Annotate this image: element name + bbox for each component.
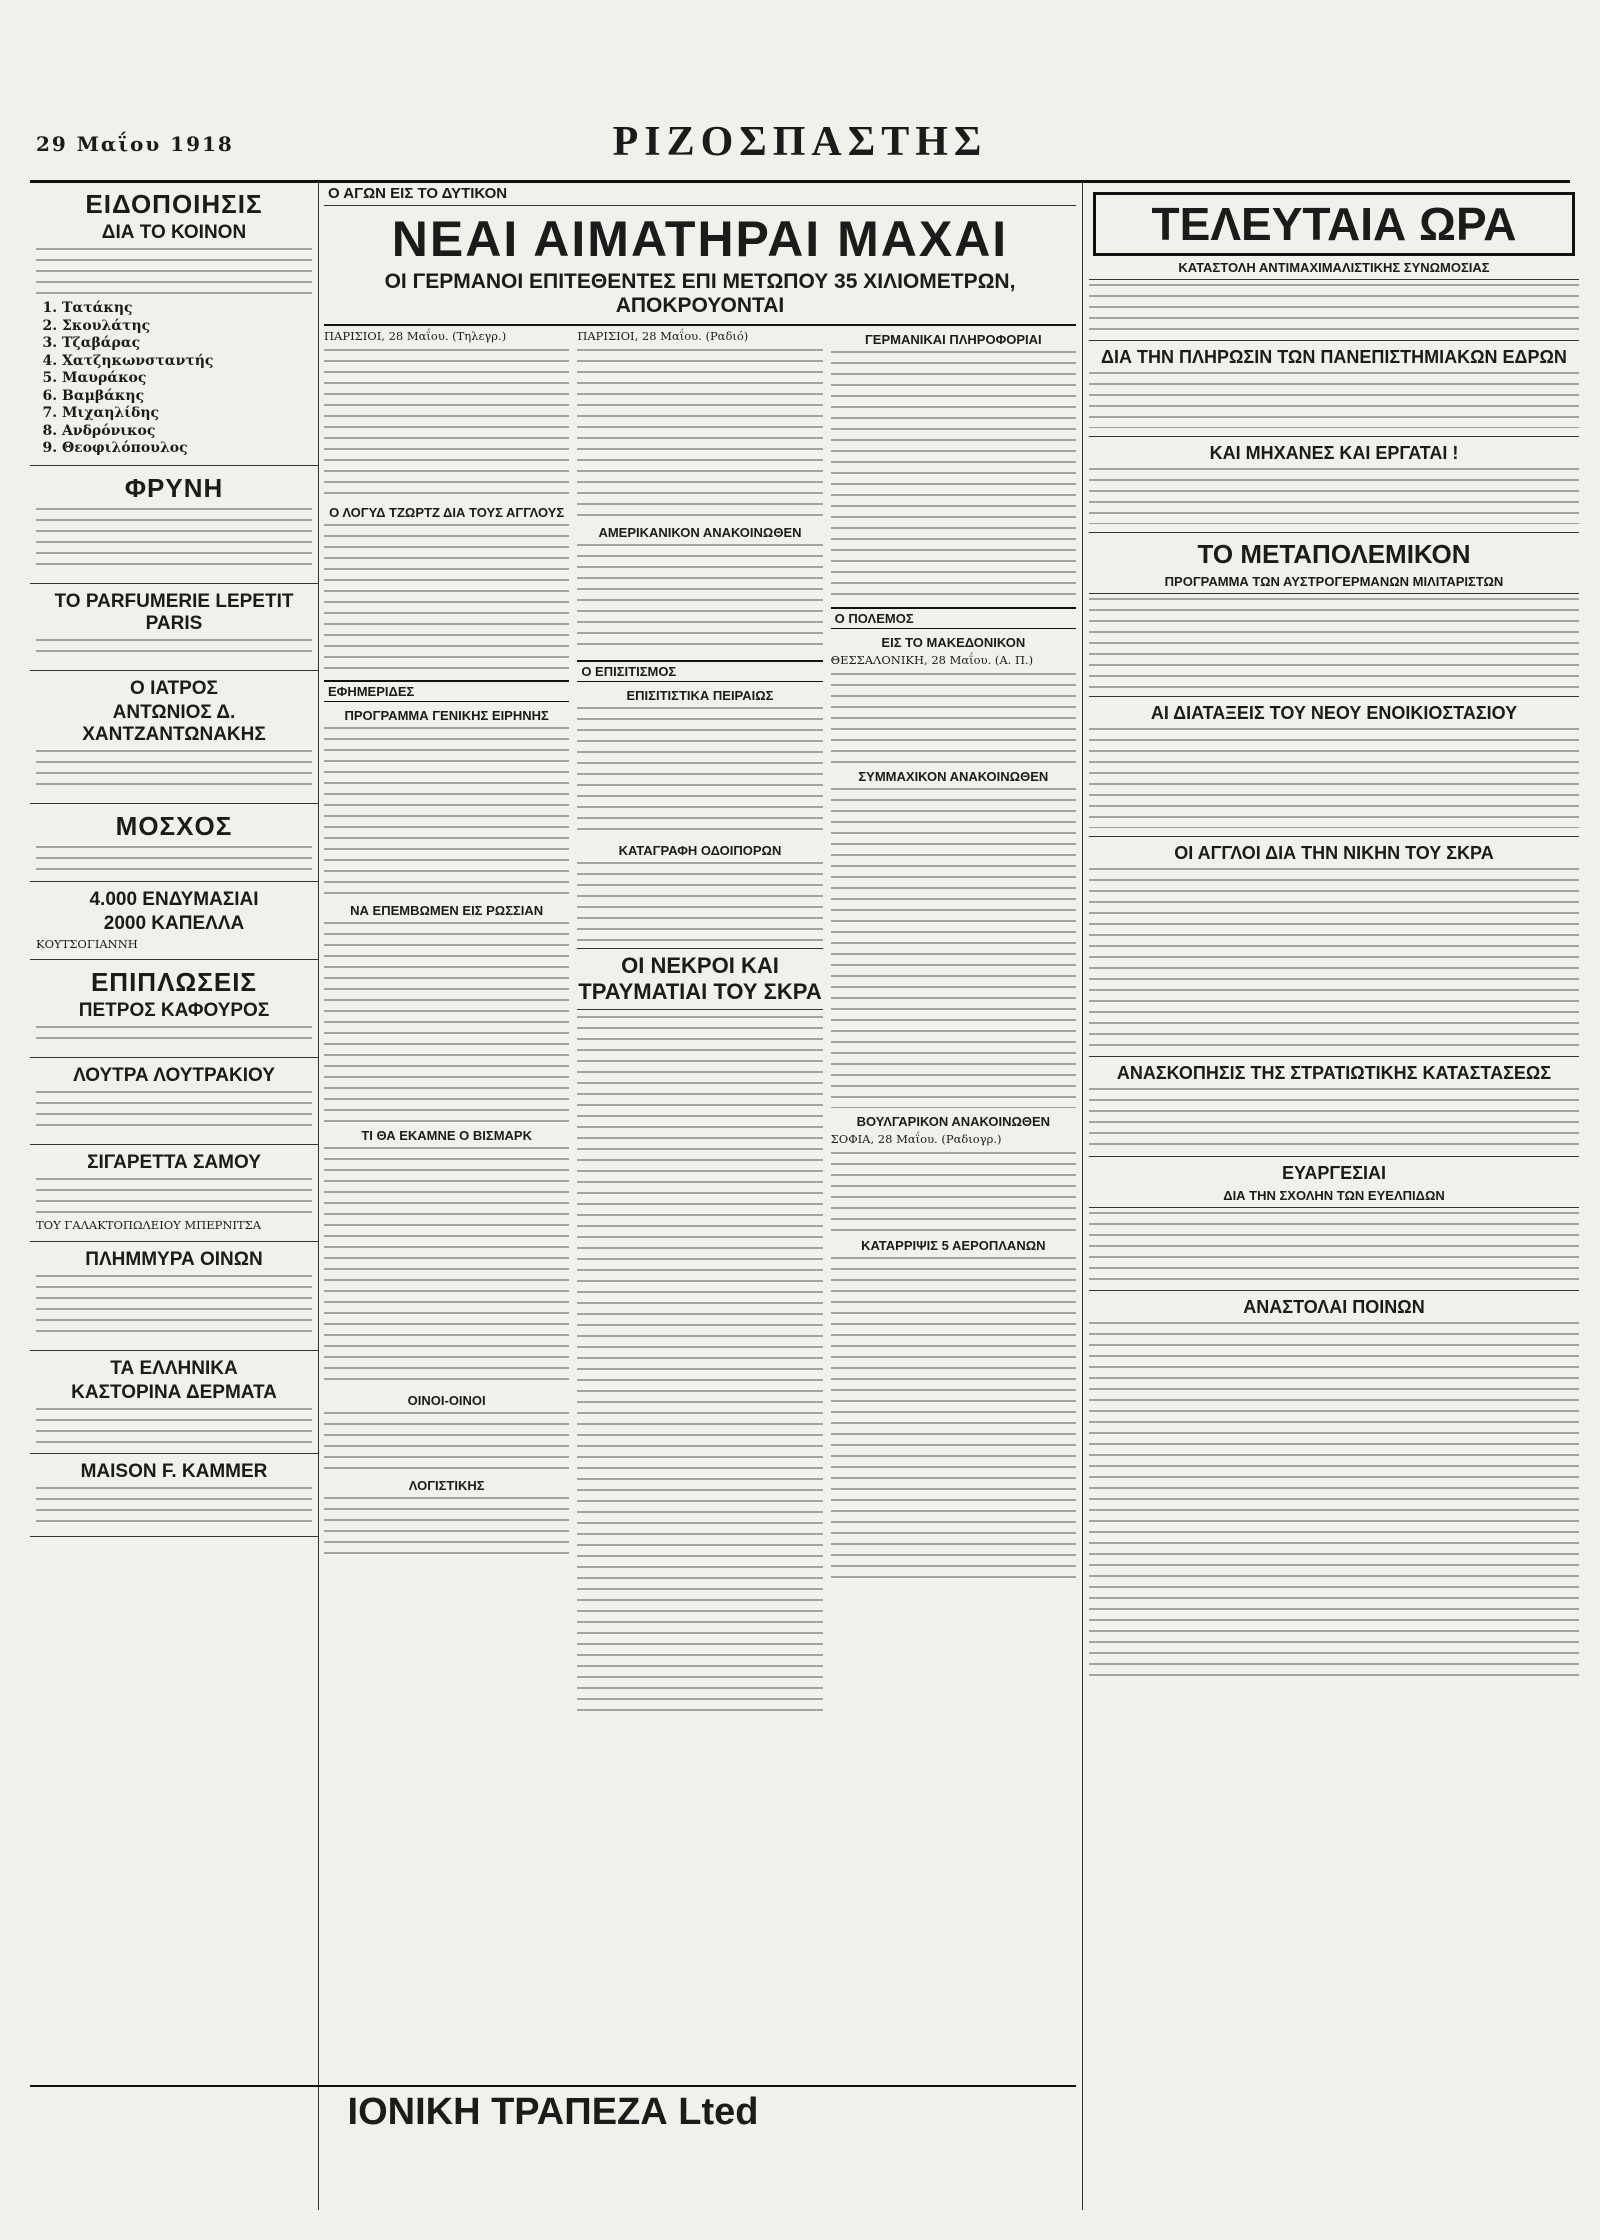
ad-title: ΠΛΗΜΜΥΡΑ ΟΙΝΩΝ — [85, 1248, 263, 1270]
dateline: ΠΑΡΙΣΙΟΙ, 28 Μαΐου. (Τηλεγρ.) — [324, 329, 507, 343]
list-item: 5. Μαυράκος — [62, 370, 312, 388]
article-subheading: ΚΑΤΑΡΡΙΨΙΣ 5 ΑΕΡΟΠΛΑΝΩΝ — [861, 1237, 1046, 1253]
text-block — [1089, 868, 1579, 1048]
article-subheading: ΕΠΙΣΙΤΙΣΤΙΚΑ ΠΕΙΡΑΙΩΣ — [626, 687, 774, 703]
ad-block — [30, 960, 318, 1058]
ad-title: ΤΟ PARFUMERIE LEPETIT PARIS — [54, 590, 294, 634]
text-block — [324, 524, 569, 674]
article-subheading: ΕΙΣ ΤΟ ΜΑΚΕΔΟΝΙΚΟΝ — [881, 635, 1026, 650]
article-heading: ΑΝΑΣΚΟΠΗΣΙΣ ΤΗΣ ΣΤΡΑΤΙΩΤΙΚΗΣ ΚΑΤΑΣΤΑΣΕΩΣ — [1089, 1056, 1579, 1084]
notice-ad — [30, 182, 318, 466]
text-block — [36, 639, 312, 661]
ad-title: ΣΙΓΑΡΕΤΤΑ ΣΑΜΟΥ — [87, 1152, 261, 1174]
doctor-name: ΑΝΤΩΝΙΟΣ Δ. ΧΑΝΤΖΑΝΤΩΝΑΚΗΣ — [82, 701, 266, 745]
newspaper-name: ΡΙΖΟΣΠΑΣΤΗΣ — [612, 119, 988, 165]
article-col — [324, 326, 569, 1720]
text-block — [1089, 1088, 1579, 1148]
masthead-bar — [30, 118, 1570, 183]
article-heading: ΚΑΙ ΜΗΧΑΝΕΣ ΚΑΙ ΕΡΓΑΤΑΙ ! — [1089, 436, 1579, 464]
ad-title: ΕΠΙΠΛΩΣΕΙΣ — [90, 967, 258, 998]
text-block — [831, 788, 1076, 1108]
article-columns — [324, 326, 1076, 1720]
dateline: ΠΑΡΙΣΙΟΙ, 28 Μαΐου. (Ραδιό) — [577, 329, 749, 343]
list-item: 4. Χατζηκωνσταντής — [62, 353, 312, 371]
article-subheading: ΤΙ ΘΑ ΕΚΑΜΝΕ Ο ΒΙΣΜΑΡΚ — [361, 1127, 532, 1143]
dateline: ΘΕΣΣΑΛΟΝΙΚΗ, 28 Μαΐου. (Α. Π.) — [830, 653, 1034, 667]
article-heading: ΔΙΑ ΤΗΝ ΠΛΗΡΩΣΙΝ ΤΩΝ ΠΑΝΕΠΙΣΤΗΜΙΑΚΩΝ ΕΔΡΩΝ — [1089, 340, 1579, 368]
ad-title: ΜΟΣΧΟΣ — [115, 810, 233, 841]
article-subheading: ΠΡΟΓΡΑΜΜΑ ΓΕΝΙΚΗΣ ΕΙΡΗΝΗΣ — [344, 707, 549, 723]
text-block — [831, 1152, 1076, 1232]
text-block — [36, 1026, 312, 1048]
ad-block — [30, 584, 318, 671]
main-news-column — [324, 182, 1076, 2210]
list-item: 6. Βαμβάκης — [62, 388, 312, 406]
ad-block — [30, 1145, 318, 1242]
text-block — [36, 1178, 312, 1214]
text-block — [324, 922, 569, 1122]
ad-title: ΠΕΤΡΟΣ ΚΑΦΟΥΡΟΣ — [78, 1000, 270, 1022]
notice-list — [62, 300, 312, 458]
list-item: 9. Θεοφιλόπουλος — [62, 440, 312, 458]
article-heading: ΤΟ ΜΕΤΑΠΟΛΕΜΙΚΟΝ — [1089, 532, 1579, 570]
ads-column — [30, 182, 319, 2210]
main-subheadline: ΟΙ ΓΕΡΜΑΝΟΙ ΕΠΙΤΕΘΕΝΤΕΣ ΕΠΙ ΜΕΤΩΠΟΥ 35 ΧΙΛΙΟΜΕΤΡΩΝ, ΑΠΟΚΡΟΥΟΝΤΑΙ — [324, 270, 1076, 326]
ad-title: 4.000 ΕΝΔΥΜΑΣΙΑΙ — [89, 888, 259, 910]
section-heading: Ο ΠΟΛΕΜΟΣ — [831, 607, 1076, 629]
article-subheading: ΒΟΥΛΓΑΡΙΚΟΝ ΑΝΑΚΟΙΝΩΘΕΝ — [856, 1113, 1051, 1129]
article-heading: ΕΥΑΡΓΕΣΙΑΙ — [1089, 1156, 1579, 1184]
text-block — [1089, 598, 1579, 688]
article-heading: ΑΙ ΔΙΑΤΑΞΕΙΣ ΤΟΥ ΝΕΟΥ ΕΝΟΙΚΙΟΣΤΑΣΙΟΥ — [1089, 696, 1579, 724]
main-headline: ΝΕΑΙ ΑΙΜΑΤΗΡΑΙ ΜΑΧΑΙ — [391, 211, 1009, 267]
ad-block — [30, 804, 318, 882]
text-block — [1089, 372, 1579, 428]
text-block — [36, 1408, 312, 1444]
text-block — [577, 349, 822, 519]
text-block — [831, 1257, 1076, 1587]
ad-block — [30, 466, 318, 584]
article-subheading: ΝΑ ΕΠΕΜΒΩΜΕΝ ΕΙΣ ΡΩΣΣΙΑΝ — [350, 902, 544, 918]
last-hour-column — [1082, 182, 1579, 2210]
article-subheading: ΚΑΤΑΣΤΟΛΗ ΑΝΤΙΜΑΧΙΜΑΛΙΣΤΙΚΗΣ ΣΥΝΩΜΟΣΙΑΣ — [1089, 260, 1579, 280]
section-kicker: Ο ΑΓΩΝ ΕΙΣ ΤΟ ΔΥΤΙΚΟΝ — [324, 182, 1076, 206]
last-hour-title: ΤΕΛΕΥΤΑΙΑ ΩΡΑ — [1093, 192, 1575, 256]
ad-block — [30, 1454, 318, 1537]
ad-block — [30, 1351, 318, 1454]
text-block — [577, 862, 822, 942]
ad-block — [30, 1242, 318, 1351]
article-subheading: ΔΙΑ ΤΗΝ ΣΧΟΛΗΝ ΤΩΝ ΕΥΕΛΠΙΔΩΝ — [1089, 1188, 1579, 1208]
ad-text: ΤΟΥ ΓΑΛΑΚΤΟΠΩΛΕΙΟΥ ΜΠΕΡΝΙΤΣΑ — [36, 1218, 262, 1233]
text-block — [36, 846, 312, 872]
text-block — [831, 351, 1076, 601]
article-subheading: ΠΡΟΓΡΑΜΜΑ ΤΩΝ ΑΥΣΤΡΟΓΕΡΜΑΝΩΝ ΜΙΛΙΤΑΡΙΣΤΩΝ — [1089, 574, 1579, 594]
text-block — [577, 707, 822, 837]
article-subheading: ΟΙΝΟΙ-ΟΙΝΟΙ — [407, 1392, 486, 1408]
text-block — [324, 727, 569, 897]
ad-title: MAISON F. KAMMER — [80, 1460, 268, 1482]
ad-block — [30, 671, 318, 804]
text-block — [577, 544, 822, 654]
text-block — [831, 673, 1076, 763]
ad-title: ΚΑΣΤΟΡΙΝΑ ΔΕΡΜΑΤΑ — [71, 1381, 277, 1403]
text-block — [324, 1412, 569, 1472]
text-block — [36, 1091, 312, 1135]
list-item: 3. Τζαβάρας — [62, 335, 312, 353]
notice-title: ΕΙΔΟΠΟΙΗΣΙΣ — [85, 189, 263, 219]
list-item: 1. Τατάκης — [62, 300, 312, 318]
text-block — [36, 1487, 312, 1527]
article-subheading: Ο ΛΟΓΥΔ ΤΖΩΡΤΖ ΔΙΑ ΤΟΥΣ ΑΓΓΛΟΥΣ — [329, 504, 565, 520]
ad-title: Ο ΙΑΤΡΟΣ — [130, 677, 218, 699]
text-block — [36, 508, 312, 574]
ad-block — [30, 882, 318, 961]
bank-advert-title: ΙΟΝΙΚΗ ΤΡΑΠΕΖΑ Lted — [30, 2085, 1076, 2134]
text-block — [1089, 468, 1579, 524]
text-block — [324, 1497, 569, 1557]
text-block — [1089, 284, 1579, 332]
article-heading: ΑΝΑΣΤΟΛΑΙ ΠΟΙΝΩΝ — [1089, 1290, 1579, 1318]
ad-title: ΦΡΥΝΗ — [124, 472, 224, 503]
list-item: 7. Μιχαηλίδης — [62, 405, 312, 423]
article-col — [577, 326, 822, 1720]
article-subheading: ΓΕΡΜΑΝΙΚΑΙ ΠΛΗΡΟΦΟΡΙΑΙ — [864, 332, 1042, 347]
article-heading: ΟΙ ΑΓΓΛΟΙ ΔΙΑ ΤΗΝ ΝΙΚΗΝ ΤΟΥ ΣΚΡΑ — [1089, 836, 1579, 864]
ad-title: ΛΟΥΤΡΑ ΛΟΥΤΡΑΚΙΟΥ — [73, 1065, 275, 1087]
text-block — [577, 1016, 822, 1716]
section-heading: Ο ΕΠΙΣΙΤΙΣΜΟΣ — [577, 660, 822, 682]
text-block — [324, 1147, 569, 1387]
ad-title: ΤΑ ΕΛΛΗΝΙΚΑ — [110, 1357, 238, 1379]
article-subheading: ΑΜΕΡΙΚΑΝΙΚΟΝ ΑΝΑΚΟΙΝΩΘΕΝ — [598, 524, 802, 540]
article-subheading: ΣΥΜΜΑΧΙΚΟΝ ΑΝΑΚΟΙΝΩΘΕΝ — [858, 768, 1049, 784]
notice-subtitle: ΔΙΑ ΤΟ ΚΟΙΝΟΝ — [101, 222, 247, 243]
ad-block — [30, 1058, 318, 1145]
ad-title: 2000 ΚΑΠΕΛΛΑ — [103, 912, 245, 934]
article-col — [831, 326, 1076, 1720]
text-block — [36, 750, 312, 794]
text-block — [1089, 1322, 1579, 1682]
text-block — [324, 349, 569, 499]
article-subheading: ΚΑΤΑΓΡΑΦΗ ΟΔΟΙΠΟΡΩΝ — [618, 842, 782, 858]
issue-date: 29 Μαΐου 1918 — [36, 132, 234, 156]
text-block — [1089, 728, 1579, 828]
section-heading: ΕΦΗΜΕΡΙΔΕΣ — [324, 680, 569, 702]
list-item: 2. Σκουλάτης — [62, 318, 312, 336]
article-heading: ΟΙ ΝΕΚΡΟΙ ΚΑΙ ΤΡΑΥΜΑΤΙΑΙ ΤΟΥ ΣΚΡΑ — [577, 948, 822, 1010]
text-block — [36, 1275, 312, 1341]
list-item: 8. Ανδρόνικος — [62, 423, 312, 441]
ad-text: ΚΟΥΤΣΟΓΙΑΝΝΗ — [36, 936, 138, 951]
text-block — [1089, 1212, 1579, 1282]
text-block — [36, 248, 312, 296]
dateline: ΣΟΦΙΑ, 28 Μαΐου. (Ραδιογρ.) — [830, 1131, 1002, 1146]
article-subheading: ΛΟΓΙΣΤΙΚΗΣ — [408, 1477, 485, 1493]
